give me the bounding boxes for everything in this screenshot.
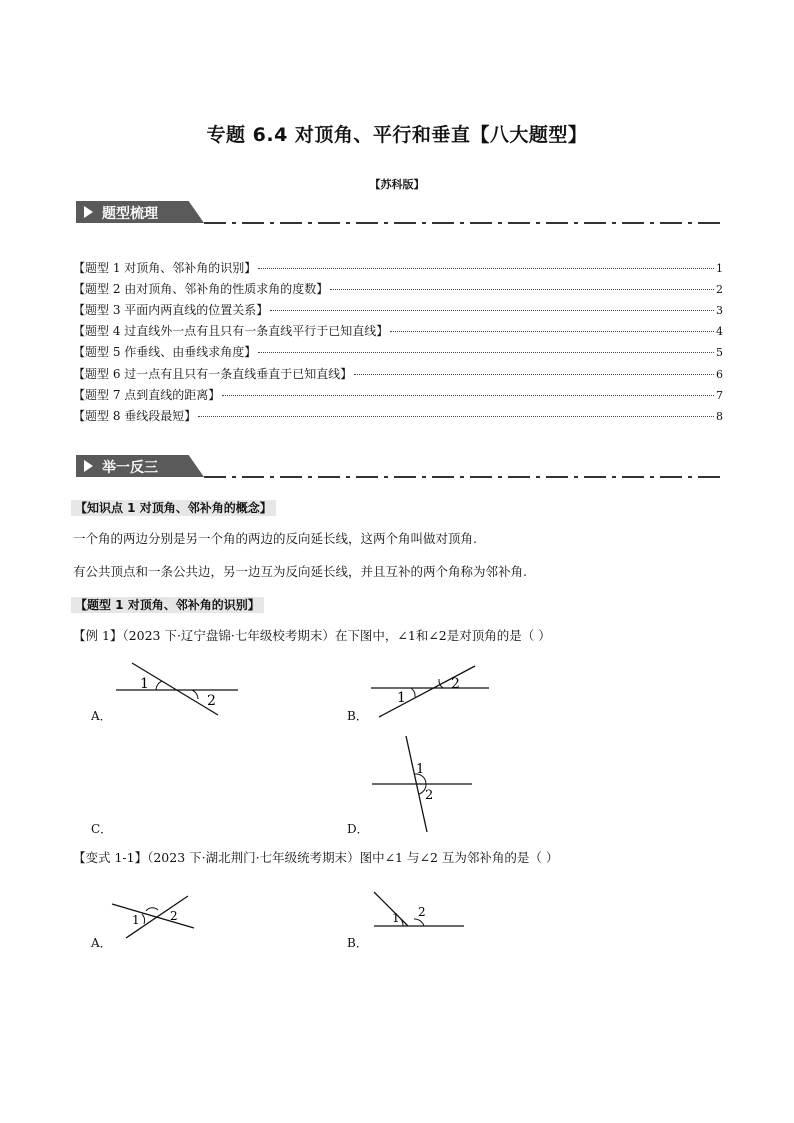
angle-label: 1: [416, 762, 425, 777]
toc-item-label: 【题型 1 对顶角、邻补角的识别】: [73, 261, 257, 275]
example-stem: 【例 1】（2023 下·辽宁盘锦·七年级校考期末）在下图中，∠1和∠2是对顶角的是（ ）: [73, 628, 551, 643]
section-banner-toc: [76, 201, 722, 227]
edition-label: 【苏科版】: [369, 178, 425, 191]
toc-leader: [258, 268, 714, 269]
toc-leader: [198, 416, 714, 417]
toc-item-page: 5: [716, 346, 723, 359]
banner-title: 举一反三: [102, 460, 158, 476]
toc-item-page: 2: [716, 283, 723, 296]
variant-option-a-figure: [108, 892, 208, 942]
toc-item[interactable]: [73, 343, 723, 363]
knowledge-header: 【知识点 1 对顶角、邻补角的概念】: [71, 500, 276, 516]
toc-item[interactable]: [73, 280, 723, 300]
play-triangle-icon: [84, 206, 93, 218]
toc-item-label: 【题型 4 过直线外一点有且只有一条直线平行于已知直线】: [73, 324, 389, 338]
toc-item-page: 3: [716, 304, 723, 317]
angle-label: 2: [425, 788, 434, 803]
angle-label: 1: [140, 676, 149, 692]
toc-item-label: 【题型 5 作垂线、由垂线求角度】: [73, 345, 257, 359]
variant-option-b-label[interactable]: B．: [347, 936, 368, 950]
option-b-figure: [365, 662, 495, 722]
toc-item-label: 【题型 3 平面内两直线的位置关系】: [73, 303, 269, 317]
page-title: 专题 6.4 对顶角、平行和垂直【八大题型】: [206, 124, 588, 146]
toc-item-page: 7: [716, 389, 723, 402]
toc-item-label: 【题型 8 垂线段最短】: [73, 409, 197, 423]
toc-leader: [258, 352, 714, 353]
angle-label: 1: [397, 690, 406, 706]
toc-leader: [354, 374, 714, 375]
knowledge-paragraph: 有公共顶点和一条公共边，另一边互为反向延长线，并且互补的两个角称为邻补角.: [73, 564, 527, 579]
option-d-label[interactable]: D．: [347, 822, 369, 836]
toc-item-page: 1: [716, 262, 723, 275]
section-banner-practice: [76, 455, 722, 481]
option-a-label[interactable]: A．: [91, 709, 112, 723]
option-c-label[interactable]: C．: [91, 822, 113, 836]
option-d-figure: [368, 732, 478, 836]
variant-stem: 【变式 1-1】（2023 下·湖北荆门·七年级统考期末）图中∠1 与∠2 互为邻补角的是（ ）: [73, 850, 559, 865]
toc-item[interactable]: [73, 259, 723, 279]
angle-label: 1: [132, 913, 140, 927]
toc-item[interactable]: [73, 322, 723, 342]
angle-label: 2: [451, 676, 460, 692]
knowledge-paragraph: 一个角的两边分别是另一个角的两边的反向延长线，这两个角叫做对顶角.: [73, 531, 477, 546]
toc-item-page: 4: [716, 325, 723, 338]
toc-item-label: 【题型 2 由对顶角、邻补角的性质求角的度数】: [73, 282, 329, 296]
angle-label: 2: [207, 693, 216, 709]
type-header: 【题型 1 对顶角、邻补角的识别】: [71, 597, 264, 613]
toc-item[interactable]: [73, 301, 723, 321]
toc-leader: [222, 395, 714, 396]
play-triangle-icon: [84, 460, 93, 472]
toc-leader: [330, 289, 714, 290]
toc-item-label: 【题型 6 过一点有且只有一条直线垂直于已知直线】: [73, 367, 353, 381]
banner-title: 题型梳理: [102, 206, 158, 222]
option-a-figure: [110, 660, 245, 720]
toc-item[interactable]: [73, 386, 723, 406]
angle-label: 2: [418, 905, 426, 919]
angle-label: 2: [170, 909, 178, 923]
toc-item-page: 8: [716, 410, 723, 423]
toc-item-label: 【题型 7 点到直线的距离】: [73, 388, 221, 402]
toc-leader: [270, 310, 714, 311]
toc-item-page: 6: [716, 368, 723, 381]
toc-item[interactable]: [73, 365, 723, 385]
toc-leader: [390, 331, 714, 332]
variant-option-b-figure: [370, 888, 470, 932]
option-b-label[interactable]: B．: [347, 709, 368, 723]
variant-option-a-label[interactable]: A．: [91, 936, 112, 950]
toc-item[interactable]: [73, 407, 723, 427]
angle-label: 1: [392, 911, 400, 925]
